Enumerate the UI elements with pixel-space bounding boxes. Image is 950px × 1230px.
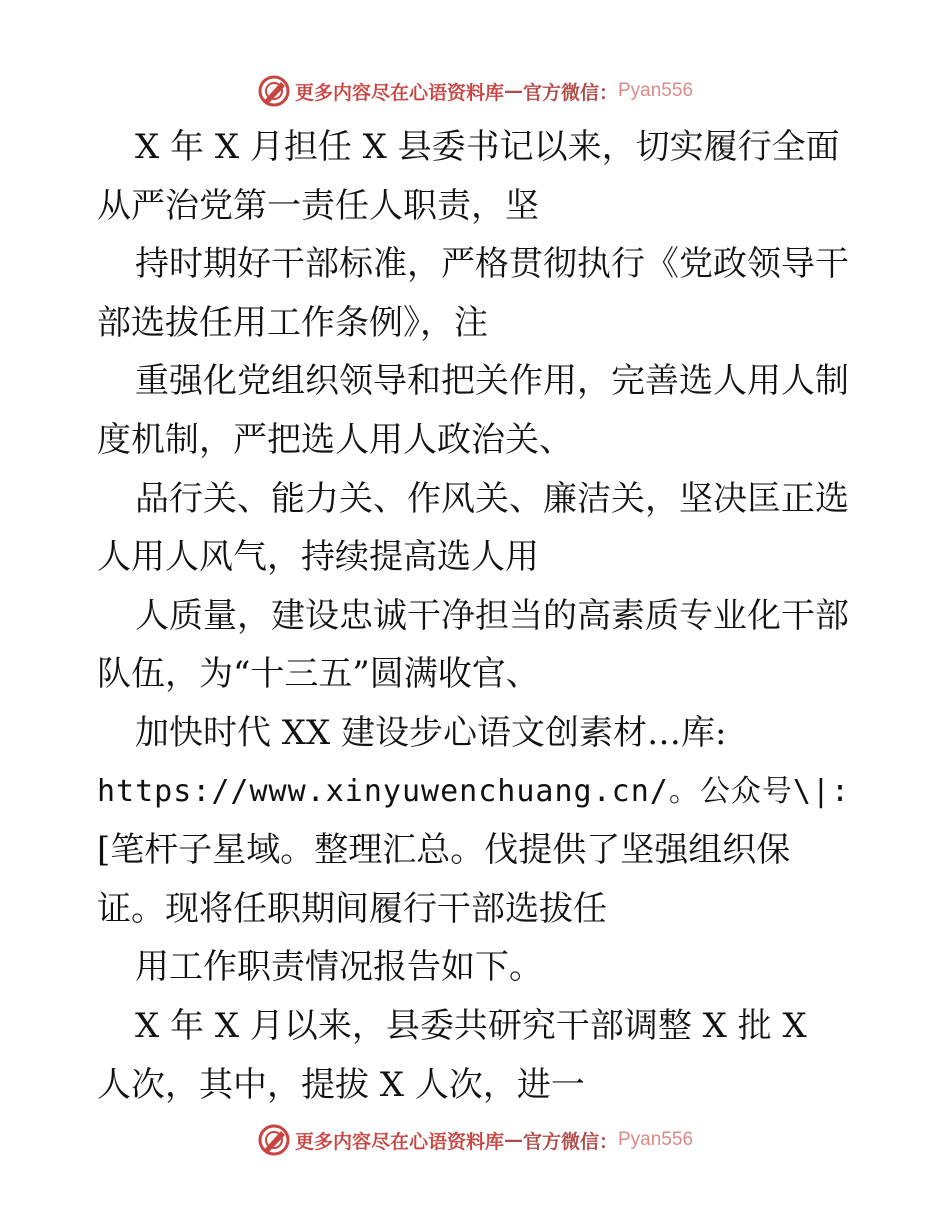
text-line: 持时期好干部标准，严格贯彻执行《党政领导干 xyxy=(135,244,849,285)
text-line: 重强化党组织领导和把关作用，完善选人用人制 xyxy=(135,361,849,402)
pen-circle-logo-icon xyxy=(257,74,291,108)
text-line: 度机制，严把选人用人政治关、 xyxy=(97,419,573,460)
text-line: 证。现将任职期间履行干部选拔任 xyxy=(97,888,607,929)
text-line: X 年 X 月担任 X 县委书记以来，切实履行全面 xyxy=(135,127,840,167)
watermark-dash: — xyxy=(503,80,523,102)
text-line: 加快时代 XX 建设步心语文创素材…库: xyxy=(135,712,727,753)
watermark-handle: Pyan556 xyxy=(618,80,694,101)
header-watermark xyxy=(0,71,950,111)
text-line: [笔杆子星域。整理汇总。伐提供了坚强组织保 xyxy=(97,830,791,871)
watermark-official-label: 官方微信： xyxy=(522,81,618,104)
watermark-official-label: 官方微信： xyxy=(522,1130,618,1153)
watermark-main-text: 更多内容尽在心语资料库 xyxy=(294,1130,504,1153)
text-line: 部选拔任用工作条例》，注 xyxy=(97,302,488,343)
url-line: https://www.xinyuwenchuang.cn/。公众号\|: xyxy=(97,773,851,809)
text-line: 队伍，为“十三五”圆满收官、 xyxy=(97,654,540,695)
text-line: X 年 X 月以来，县委共研究干部调整 X 批 X xyxy=(135,1005,807,1046)
document-body xyxy=(97,118,857,1114)
footer-watermark xyxy=(0,1120,950,1160)
watermark-main-text: 更多内容尽在心语资料库 xyxy=(294,81,504,104)
watermark-dash: — xyxy=(503,1129,523,1151)
watermark-handle: Pyan556 xyxy=(618,1129,694,1150)
pen-circle-logo-icon xyxy=(257,1123,291,1157)
text-line: 品行关、能力关、作风关、廉洁关，坚决匡正选 xyxy=(135,478,849,519)
text-line: 人次，其中，提拔 X 人次，进一 xyxy=(97,1064,585,1105)
text-line: 人用人风气，持续提高选人用 xyxy=(97,537,539,578)
text-line: 从严治党第一责任人职责，坚 xyxy=(97,185,539,226)
text-line: 人质量，建设忠诚干净担当的高素质专业化干部 xyxy=(135,595,849,636)
text-line: 用工作职责情况报告如下。 xyxy=(135,947,543,988)
